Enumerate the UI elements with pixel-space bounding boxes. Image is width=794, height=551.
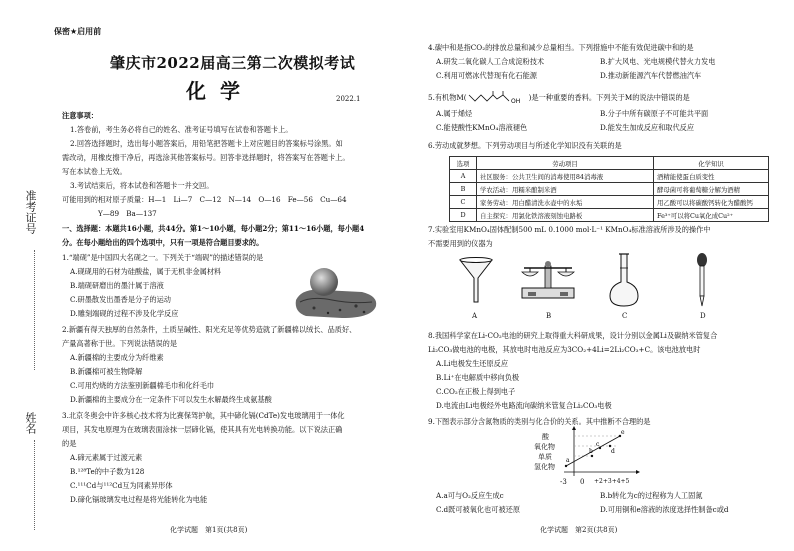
atomic-mass-line: 可能用到的相对原子质量：H—1 Li—7 C—12 N—14 O—16 Fe—56 Cu—64 bbox=[62, 195, 347, 204]
apparatus-label: C bbox=[622, 312, 628, 320]
ticket-number-label: 准考证号 bbox=[24, 190, 37, 234]
option: A.研发二氧化碳人工合成淀粉技术 bbox=[436, 57, 545, 66]
note-item: 1.答卷前，考生务必将自己的姓名、准考证号填写在试卷和答题卡上。 bbox=[70, 125, 293, 134]
option: C.d既可被氧化也可被还原 bbox=[436, 505, 521, 514]
axis-tick: -3 bbox=[560, 478, 567, 486]
table-cell: Fe³⁺可以将Cu氧化成Cu²⁺ bbox=[654, 209, 769, 222]
molecule-structure bbox=[467, 93, 529, 103]
table-cell: A bbox=[450, 170, 477, 183]
option: D.可用铜和e溶液的浓度选择性制备c或d bbox=[600, 505, 729, 514]
stem-start: 5.有机物M( bbox=[428, 93, 467, 102]
table-cell: 自主探究：用氯化铁溶液刻蚀电路板 bbox=[477, 209, 654, 222]
option: B.扩大风电、光电规模代替火力发电 bbox=[600, 57, 716, 66]
question-stem: 4.碳中和是指CO₂的排放总量和减少总量相当。下列措施中不能有效促进碳中和的是 bbox=[428, 43, 694, 52]
name-label: 姓名 bbox=[24, 412, 37, 434]
inkstone-image bbox=[292, 266, 380, 320]
option: A.新疆棉的主要成分为纤维素 bbox=[70, 353, 164, 362]
atomic-mass-line: Y—89 Ba—137 bbox=[98, 209, 157, 218]
exam-date: 2022.1 bbox=[336, 95, 361, 103]
point-d bbox=[609, 445, 611, 447]
funnel-icon bbox=[456, 252, 496, 308]
dropper-icon bbox=[690, 252, 714, 308]
table-cell: 家务劳动：用白醋清洗水壶中的水垢 bbox=[477, 196, 654, 209]
table-row bbox=[450, 183, 769, 196]
option: D.雕刻端砚的过程不涉及化学反应 bbox=[70, 309, 179, 318]
labor-table bbox=[449, 156, 769, 222]
table-cell: B bbox=[450, 183, 477, 196]
point-label: a bbox=[566, 457, 570, 464]
point-label: b bbox=[589, 448, 593, 455]
question-stem: 9.下图表示部分含氮物质的类别与化合价的关系。其中推断不合理的是 bbox=[428, 417, 651, 426]
question-stem: 6.劳动成就梦想。下列劳动项目与所述化学知识没有关联的是 bbox=[428, 141, 622, 150]
apparatus-label: B bbox=[546, 312, 552, 320]
question-stem: 8.我国科学家在Li-CO₂电池的研究上取得重大科研成果，设计分别以金属Li及碳纳米管复合 bbox=[428, 331, 718, 340]
table-header: 化学知识 bbox=[654, 157, 769, 170]
table-cell: C bbox=[450, 196, 477, 209]
table-cell: 酵母菌可将葡萄糖分解为酒精 bbox=[654, 183, 769, 196]
point-label: d bbox=[611, 448, 615, 455]
option: B.¹²⁸Te的中子数为128 bbox=[70, 467, 145, 476]
option: D.碲化镉玻璃发电过程是将光能转化为电能 bbox=[70, 495, 208, 504]
table-header-row bbox=[450, 157, 769, 170]
question-stem: 2.新疆有得天独厚的自然条件，土质呈碱性、阳光充足等优势造就了新疆棉以绒长、品质好、 bbox=[62, 325, 357, 334]
table-row bbox=[450, 170, 769, 183]
subject-title: 化学 bbox=[186, 79, 254, 103]
stem-end: )是一种重要的香料。下列关于M的说法中错误的是 bbox=[528, 93, 690, 102]
confidential-mark: 保密★启用前 bbox=[54, 27, 102, 36]
oh-group: OH bbox=[510, 98, 520, 105]
table-cell: D bbox=[450, 209, 477, 222]
option: C.能使酸性KMnO₄溶液褪色 bbox=[436, 123, 528, 132]
axis-tick: 0 bbox=[580, 478, 585, 486]
point-label: e bbox=[621, 429, 625, 436]
notes-heading: 注意事项： bbox=[62, 111, 98, 120]
table-row bbox=[450, 196, 769, 209]
table-header: 选项 bbox=[450, 157, 477, 170]
section-heading: 分。在每小题给出的四个选项中，只有一项是符合题目要求的。 bbox=[62, 238, 264, 247]
point-label: c bbox=[596, 441, 600, 448]
valence-graph bbox=[560, 426, 640, 478]
option: C.利用可燃冰代替现有化石能源 bbox=[436, 71, 537, 80]
point-b bbox=[591, 455, 593, 457]
axis-label: 氧化物 bbox=[534, 443, 555, 451]
table-row bbox=[450, 209, 769, 222]
question-stem: 7.实验室用KMnO₄固体配制500 mL 0.1000 mol·L⁻¹ KMnO₄标准溶液所涉及的操作中 bbox=[428, 225, 711, 234]
option: A.碲元素属于过渡元素 bbox=[70, 453, 143, 462]
option: C.CO₂在正极上得到电子 bbox=[436, 387, 516, 396]
option: B.分子中所有碳原子不可能共平面 bbox=[600, 109, 709, 118]
option: B.Li⁺在电解质中移向负极 bbox=[436, 373, 520, 382]
option: A.a可与O₂反应生成c bbox=[436, 491, 504, 500]
section-heading: 一、选择题：本题共16小题，共44分。第1～10小题，每小题2分；第11～16小题，每小题4 bbox=[62, 224, 365, 233]
binding-line bbox=[34, 250, 35, 370]
axis-tick: +2+3+4+5 bbox=[594, 478, 630, 485]
option: A.Li电极发生还原反应 bbox=[436, 359, 509, 368]
option: D.能发生加成反应和取代反应 bbox=[600, 123, 695, 132]
binding-line bbox=[34, 440, 35, 530]
page-footer: 化学试题 第2页(共8页) bbox=[540, 526, 618, 534]
option: B.b转化为c的过程称为人工固氮 bbox=[600, 491, 703, 500]
note-item: 2.回答选择题时，选出每小题答案后，用铅笔把答题卡上对应题目的答案标号涂黑。如 bbox=[70, 139, 343, 148]
option: C.¹¹¹Cd与¹¹²Cd互为同素异形体 bbox=[70, 481, 173, 490]
axis-label: 单质 bbox=[538, 453, 552, 461]
table-header: 劳动项目 bbox=[477, 157, 654, 170]
exam-title: 肇庆市2022届高三第二次模拟考试 bbox=[110, 54, 356, 72]
option: A.砚砚用的石材为硅酸盐，属于无机非金属材料 bbox=[70, 267, 222, 276]
table-cell: 学农活动：用糯米酿制米酒 bbox=[477, 183, 654, 196]
note-item: 写在本试卷上无效。 bbox=[62, 167, 127, 176]
axis-label: 酸 bbox=[542, 433, 549, 441]
option: B.端砚研磨出的墨汁属于溶液 bbox=[70, 281, 164, 290]
question-stem: Li₂CO₃做电池的电极，其放电时电池反应为3CO₂+4Li=2Li₂CO₃+C。该电池放电时 bbox=[428, 345, 701, 354]
option: D.电流由Li电极经外电路流向碳纳米管复合Li₂CO₃电极 bbox=[436, 401, 612, 410]
axis-label: 氢化物 bbox=[534, 463, 555, 471]
balance-icon bbox=[516, 252, 580, 308]
option: D.推动新能源汽车代替燃油汽车 bbox=[600, 71, 702, 80]
table-cell: 用乙酸可以将碳酸钙转化为醋酸钙 bbox=[654, 196, 769, 209]
option: C.可用灼烧的方法鉴别新疆棉毛巾和化纤毛巾 bbox=[70, 381, 215, 390]
option: A.属于烯烃 bbox=[436, 109, 473, 118]
note-item: 需改动，用橡皮擦干净后，再选涂其他答案标号。回答非选择题时，将答案写在答题卡上。 bbox=[62, 153, 350, 162]
option: D.新疆棉的主要成分在一定条件下可以发生水解最终生成氨基酸 bbox=[70, 395, 272, 404]
note-item: 3.考试结束后，将本试卷和答题卡一并交回。 bbox=[70, 181, 214, 190]
option: C.研墨散发出墨香是分子的运动 bbox=[70, 295, 171, 304]
table-cell: 酒精能使蛋白质变性 bbox=[654, 170, 769, 183]
page-footer: 化学试题 第1页(共8页) bbox=[170, 526, 248, 534]
question-stem: 的是 bbox=[62, 439, 77, 448]
question-stem: 项目，其发电原理为在玻璃表面涂抹一层碲化镉，使其具有光电转换功能。以下说法正确 bbox=[62, 425, 343, 434]
question-stem: 不需要用到的仪器为 bbox=[428, 239, 493, 248]
question-stem: 1.“端砚”是中国四大名砚之一。下列关于“端砚”的描述错误的是 bbox=[62, 253, 264, 262]
volumetric-flask-icon bbox=[606, 252, 642, 308]
apparatus-label: A bbox=[472, 312, 478, 320]
apparatus-label: D bbox=[700, 312, 706, 320]
option: B.新疆棉可被生物降解 bbox=[70, 367, 143, 376]
question-stem: 3.北京冬奥会中许多核心技术将为比赛保驾护航，其中碲化镉(CdTe)发电玻璃用于一体化 bbox=[62, 411, 345, 420]
question-stem bbox=[428, 92, 690, 103]
question-stem: 产量高著称于世。下列说法错误的是 bbox=[62, 339, 178, 348]
table-cell: 社区服务：公共卫生间的消毒使用84消毒液 bbox=[477, 170, 654, 183]
point-a bbox=[565, 465, 567, 467]
